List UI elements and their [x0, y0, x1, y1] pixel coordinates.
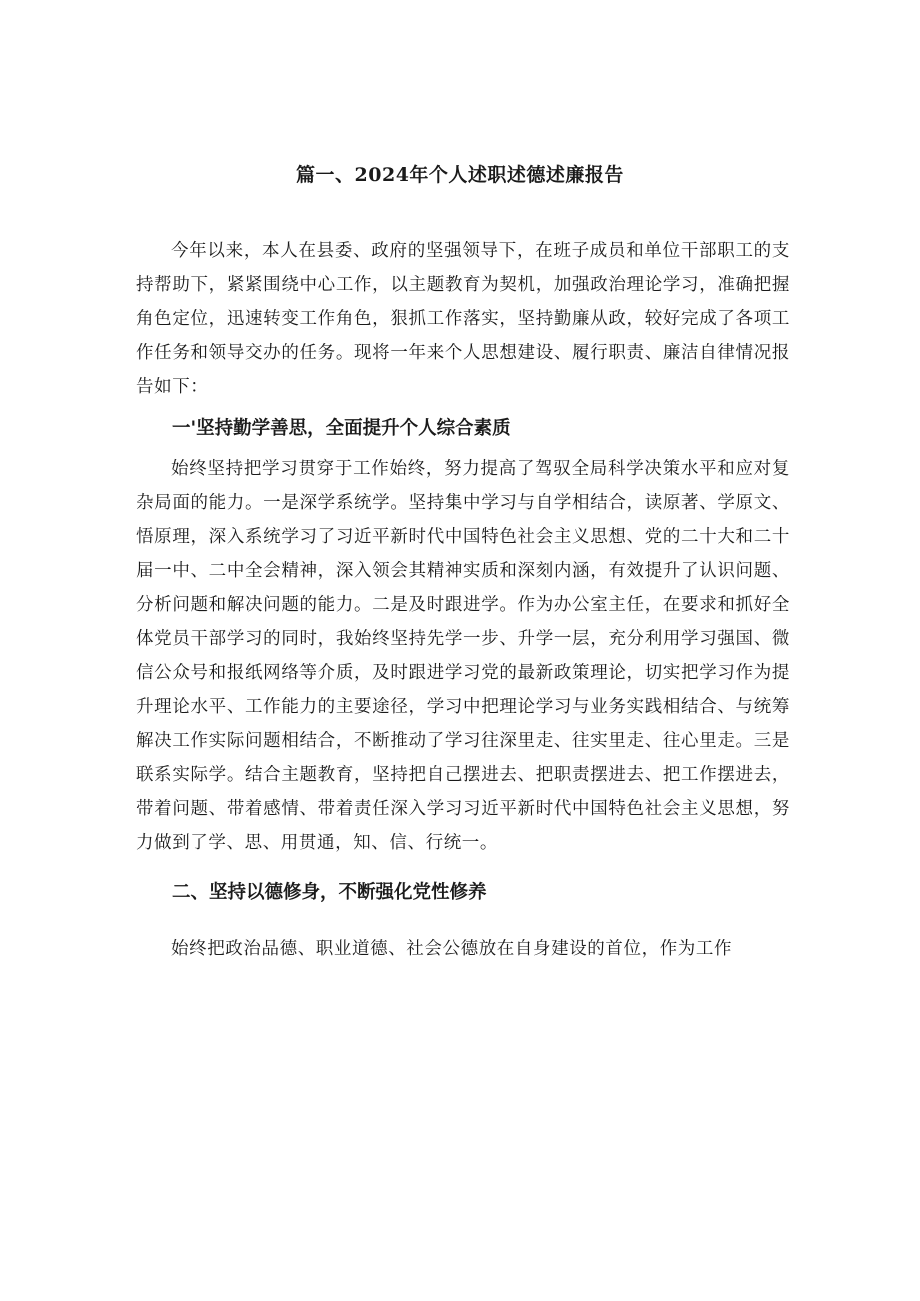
- section-1-heading: 一'坚持勤学善思，全面提升个人综合素质: [172, 418, 511, 439]
- document-title: 篇一、2024年个人述职述德述廉报告: [296, 164, 624, 186]
- document-body: [136, 230, 790, 966]
- section-2-heading: 二、坚持以德修身，不断强化党性修养: [172, 882, 487, 903]
- intro-paragraph: 今年以来，本人在县委、政府的坚强领导下，在班子成员和单位干部职工的支持帮助下，紧紧围绕中心工作，以主题教育为契机，加强政治理论学习，准确把握角色定位，迅速转变工作角色，狠抓工作落实，坚持勤廉从政，较好完成了各项工作任务和领导交办的任务。现将一年来个人思想建设、履行职责、廉洁自律情况报告如下：: [136, 241, 790, 397]
- section-2-paragraph: 始终把政治品德、职业道德、社会公德放在自身建设的首位，作为工作: [171, 939, 733, 959]
- section-1-paragraph: 始终坚持把学习贯穿于工作始终，努力提高了驾驭全局科学决策水平和应对复杂局面的能力。一是深学系统学。坚持集中学习与自学相结合，读原著、学原文、悟原理，深入系统学习了习近平新时代中国特色社会主义思想、党的二十大和二十届一中、二中全会精神，深入领会其精神实质和深刻内涵，有效提升了认识问题、分析问题和解决问题的能力。二是及时跟进学。作为办公室主任，在要求和抓好全体党员干部学习的同时，我始终坚持先学一步、升学一层，充分利用学习强国、微信公众号和报纸网络等介质，及时跟进学习党的最新政策理论，切实把学习作为提升理论水平、工作能力的主要途径，学习中把理论学习与业务实践相结合、与统筹解决工作实际问题相结合，不断推动了学习往深里走、往实里走、往心里走。三是联系实际学。结合主题教育，坚持把自己摆进去、把职责摆进去、把工作摆进去，带着问题、带着感情、带着责任深入学习习近平新时代中国特色社会主义思想，努力做到了学、思、用贯通，知、信、行统一。: [136, 459, 790, 853]
